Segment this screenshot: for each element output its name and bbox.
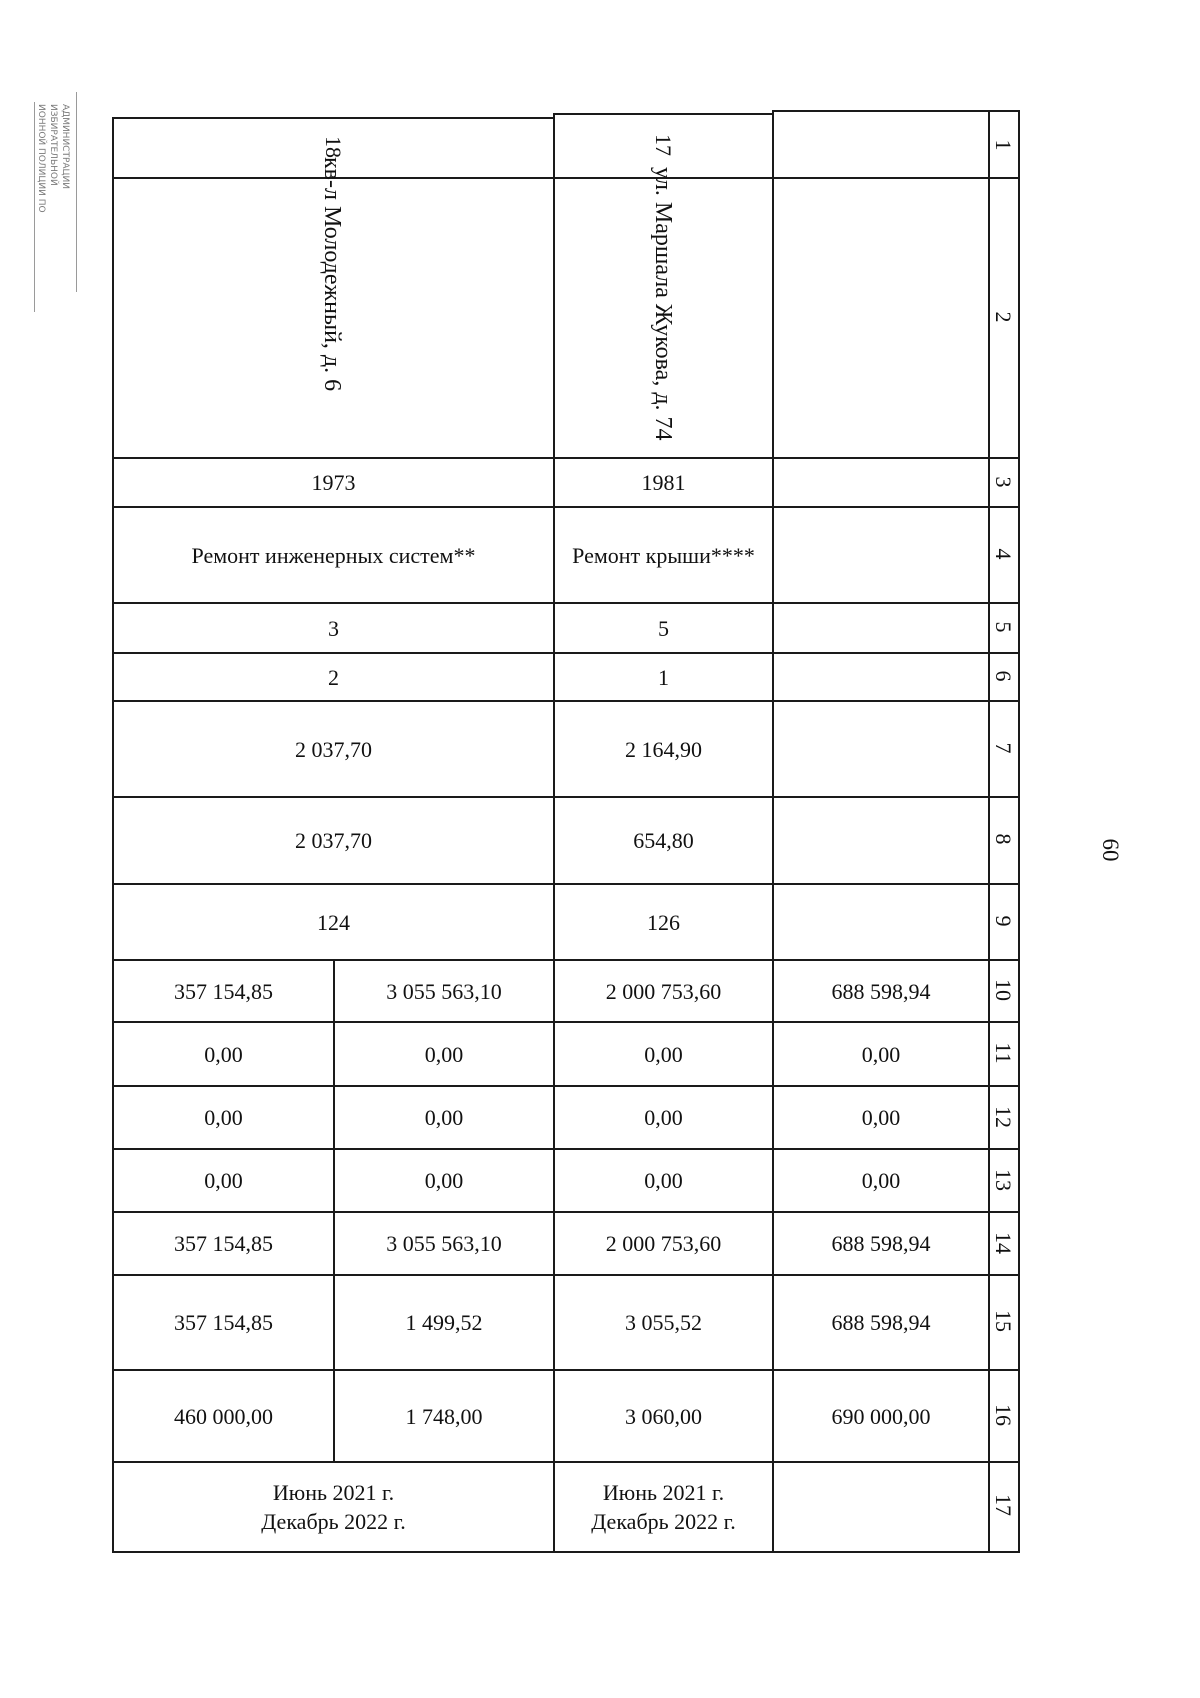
period-b-end: Декабрь 2022 г. xyxy=(261,1509,406,1534)
row-number-7: 7 xyxy=(991,742,1016,754)
row-number-8: 8 xyxy=(991,833,1016,845)
row8-b: 2 037,70 xyxy=(295,828,372,853)
row13-d: 0,00 xyxy=(861,1168,901,1193)
row5-c: 5 xyxy=(658,615,669,641)
row15-d: 688 598,94 xyxy=(831,1310,931,1335)
period-b-start: Июнь 2021 г. xyxy=(272,1480,395,1505)
row14-c: 2 000 753,60 xyxy=(605,1231,722,1256)
side-stamp xyxy=(20,92,80,312)
work-type-b: Ремонт инженерных систем** xyxy=(191,542,476,568)
address-b: кв-л Молодежный, д. 6 xyxy=(319,157,346,392)
row13-c: 0,00 xyxy=(644,1168,683,1193)
row12-b-left: 0,00 xyxy=(204,1105,243,1130)
row10-b-right: 3 055 563,10 xyxy=(386,978,502,1004)
row7-b: 2 037,70 xyxy=(295,736,372,762)
row16-c: 3 060,00 xyxy=(625,1403,702,1429)
row13-b-right: 0,00 xyxy=(424,1168,464,1193)
year-b: 1973 xyxy=(311,470,356,495)
row14-d: 688 598,94 xyxy=(831,1231,931,1256)
row11-c: 0,00 xyxy=(644,1041,683,1067)
row16-d: 690 000,00 xyxy=(831,1403,931,1429)
row9-c: 126 xyxy=(647,909,680,935)
address-c: ул. Маршала Жукова, д. 74 xyxy=(650,167,677,441)
row-number-1: 1 xyxy=(991,139,1016,151)
row6-c: 1 xyxy=(658,664,669,690)
row-number-10: 10 xyxy=(991,979,1016,1001)
page-number: 60 xyxy=(1098,838,1123,862)
row14-b-right: 3 055 563,10 xyxy=(386,1231,502,1256)
row13-b-left: 0,00 xyxy=(204,1168,243,1193)
row-number-5: 5 xyxy=(991,621,1016,633)
row15-b-right: 1 499,52 xyxy=(405,1310,483,1335)
row12-b-right: 0,00 xyxy=(424,1105,464,1130)
row10-d: 688 598,94 xyxy=(831,978,931,1004)
row-number-3: 3 xyxy=(991,476,1016,488)
stamp-line-3: АДМИНИСТРАЦИИ xyxy=(60,104,70,190)
row11-b-right: 0,00 xyxy=(424,1041,464,1067)
row11-b-left: 0,00 xyxy=(204,1041,243,1067)
object-number-c: 17 xyxy=(651,134,676,156)
row-number-15: 15 xyxy=(991,1310,1016,1332)
stamp-line-2: ИЗБИРАТЕЛЬНОЙ xyxy=(48,104,58,186)
year-c: 1981 xyxy=(641,470,686,495)
row-number-9: 9 xyxy=(991,915,1016,927)
period-c-start: Июнь 2021 г. xyxy=(602,1480,725,1505)
row-number-11: 11 xyxy=(991,1042,1016,1064)
row10-c: 2 000 753,60 xyxy=(605,978,722,1004)
object-number-b: 18 xyxy=(321,136,346,158)
row10-b-left: 357 154,85 xyxy=(174,978,273,1004)
period-c xyxy=(555,1463,772,1551)
row7-c: 2 164,90 xyxy=(625,736,702,762)
row-number-14: 14 xyxy=(991,1232,1016,1254)
period-c-end: Декабрь 2022 г. xyxy=(591,1509,736,1534)
stamp-line-1: ИОННОЙ ПОЛИЦИИ ПО xyxy=(36,104,46,213)
row5-b: 3 xyxy=(328,615,339,641)
row12-c: 0,00 xyxy=(644,1105,683,1130)
row-number-12: 12 xyxy=(991,1106,1016,1128)
row6-b: 2 xyxy=(328,664,339,690)
row-number-16: 16 xyxy=(991,1404,1016,1426)
row9-b: 124 xyxy=(317,909,350,935)
row15-c: 3 055,52 xyxy=(625,1310,702,1335)
period-b xyxy=(114,1463,553,1551)
row12-d: 0,00 xyxy=(861,1105,901,1130)
row-number-6: 6 xyxy=(991,670,1016,682)
row16-b-left: 460 000,00 xyxy=(174,1403,273,1429)
row16-b-right: 1 748,00 xyxy=(405,1403,483,1429)
row11-d: 0,00 xyxy=(861,1041,901,1067)
work-type-c: Ремонт крыши**** xyxy=(572,542,755,568)
row15-b-left: 357 154,85 xyxy=(174,1310,273,1335)
row8-c: 654,80 xyxy=(633,828,694,853)
row-number-13: 13 xyxy=(991,1169,1016,1191)
row-number-4: 4 xyxy=(991,548,1016,560)
row-number-2: 2 xyxy=(991,311,1016,323)
row14-b-left: 357 154,85 xyxy=(174,1231,273,1256)
row-number-17: 17 xyxy=(991,1494,1016,1516)
